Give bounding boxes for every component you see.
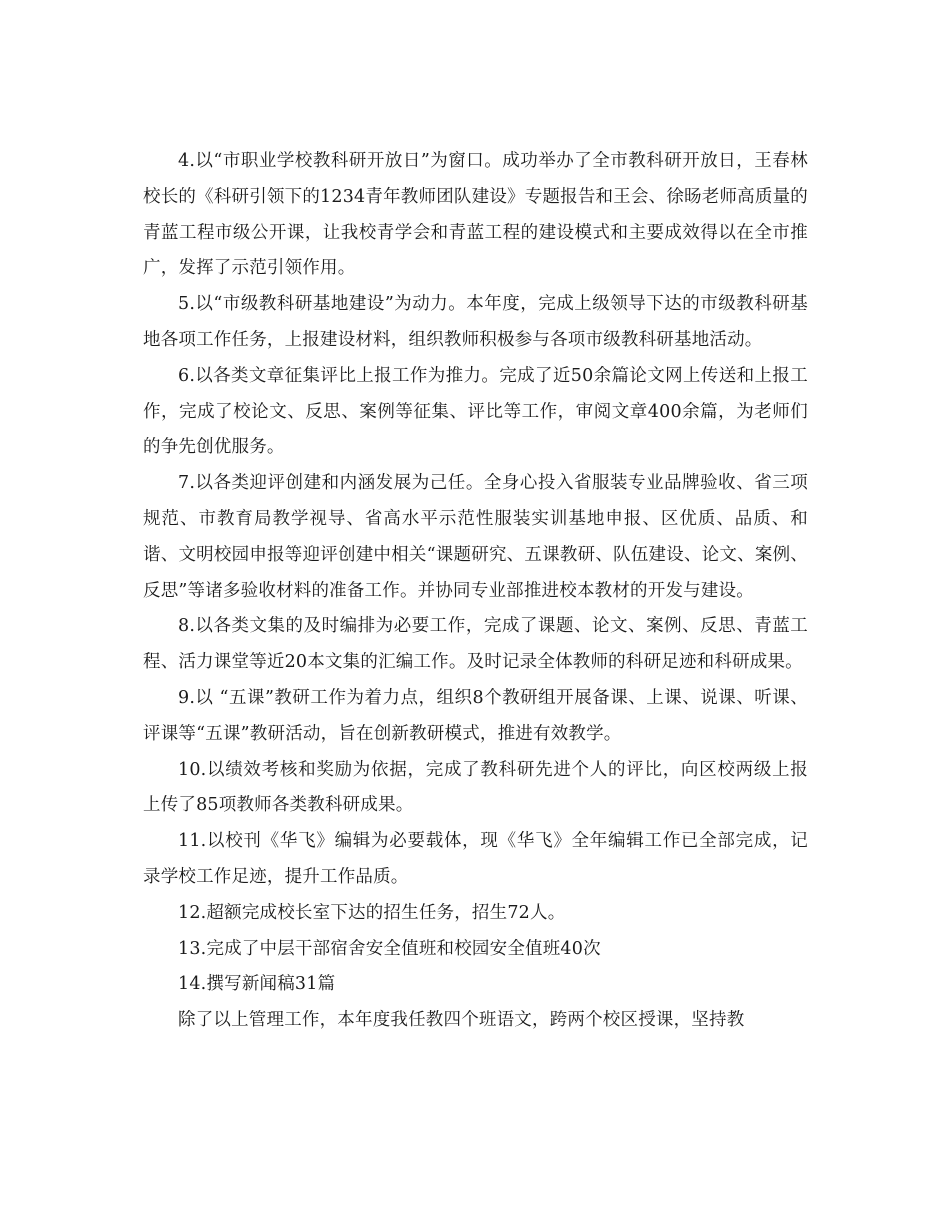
paragraph-item-5: 5.以“市级教科研基地建设”为动力。本年度，完成上级领导下达的市级教科研基地各项工作任务，上报建设材料，组织教师积极参与各项市级教科研基地活动。 <box>143 294 808 350</box>
paragraph-item-9: 9.以 “五课”教研工作为着力点，组织8个教研组开展备课、上课、说课、听课、评课等“五课”教研活动，旨在创新教研模式，推进有效教学。 <box>143 687 808 744</box>
paragraph-item-13: 13.完成了中层干部宿舍安全值班和校园安全值班40次 <box>178 938 601 959</box>
paragraph-item-6: 6.以各类文章征集评比上报工作为推力。完成了近50余篇论文网上传送和上报工作，完成了校论文、反思、案例等征集、评比等工作，审阅文章400余篇，为老师们的争先创优服务。 <box>143 365 808 458</box>
paragraph-item-11: 11.以校刊《华飞》编辑为必要载体，现《华飞》全年编辑工作已全部完成，记录学校工作足迹，提升工作品质。 <box>143 831 808 887</box>
paragraph-item-4: 4.以“市职业学校教科研开放日”为窗口。成功举办了全市教科研开放日，王春林校长的《科研引领下的1234青年教师团队建设》专题报告和王会、徐旸老师高质量的青蓝工程市级公开课，让我校青学会和青蓝工程的建设模式和主要成效得以在全市推广，发挥了示范引领作用。 <box>143 151 808 279</box>
document-page <box>143 144 808 1039</box>
paragraph-item-10: 10.以绩效考核和奖励为依据，完成了教科研先进个人的评比，向区校两级上报上传了85项教师各类教科研成果。 <box>143 759 808 816</box>
paragraph-item-7: 7.以各类迎评创建和内涵发展为己任。全身心投入省服装专业品牌验收、省三项规范、市教育局教学视导、省高水平示范性服装实训基地申报、区优质、品质、和谐、文明校园申报等迎评创建中相关“课题研究、五课教研、队伍建设、论文、案例、反思”等诸多验收材料的准备工作。并协同专业部推进校本教材的开发与建设。 <box>143 473 808 601</box>
paragraph-item-8: 8.以各类文集的及时编排为必要工作，完成了课题、论文、案例、反思、青蓝工程、活力课堂等近20本文集的汇编工作。及时记录全体教师的科研足迹和科研成果。 <box>143 616 808 673</box>
paragraph-item-12: 12.超额完成校长室下达的招生任务，招生72人。 <box>178 902 566 923</box>
paragraph-item-14: 14.撰写新闻稿31篇 <box>178 974 336 995</box>
paragraph-closing: 除了以上管理工作，本年度我任教四个班语文，跨两个校区授课，坚持教 <box>178 1010 745 1031</box>
